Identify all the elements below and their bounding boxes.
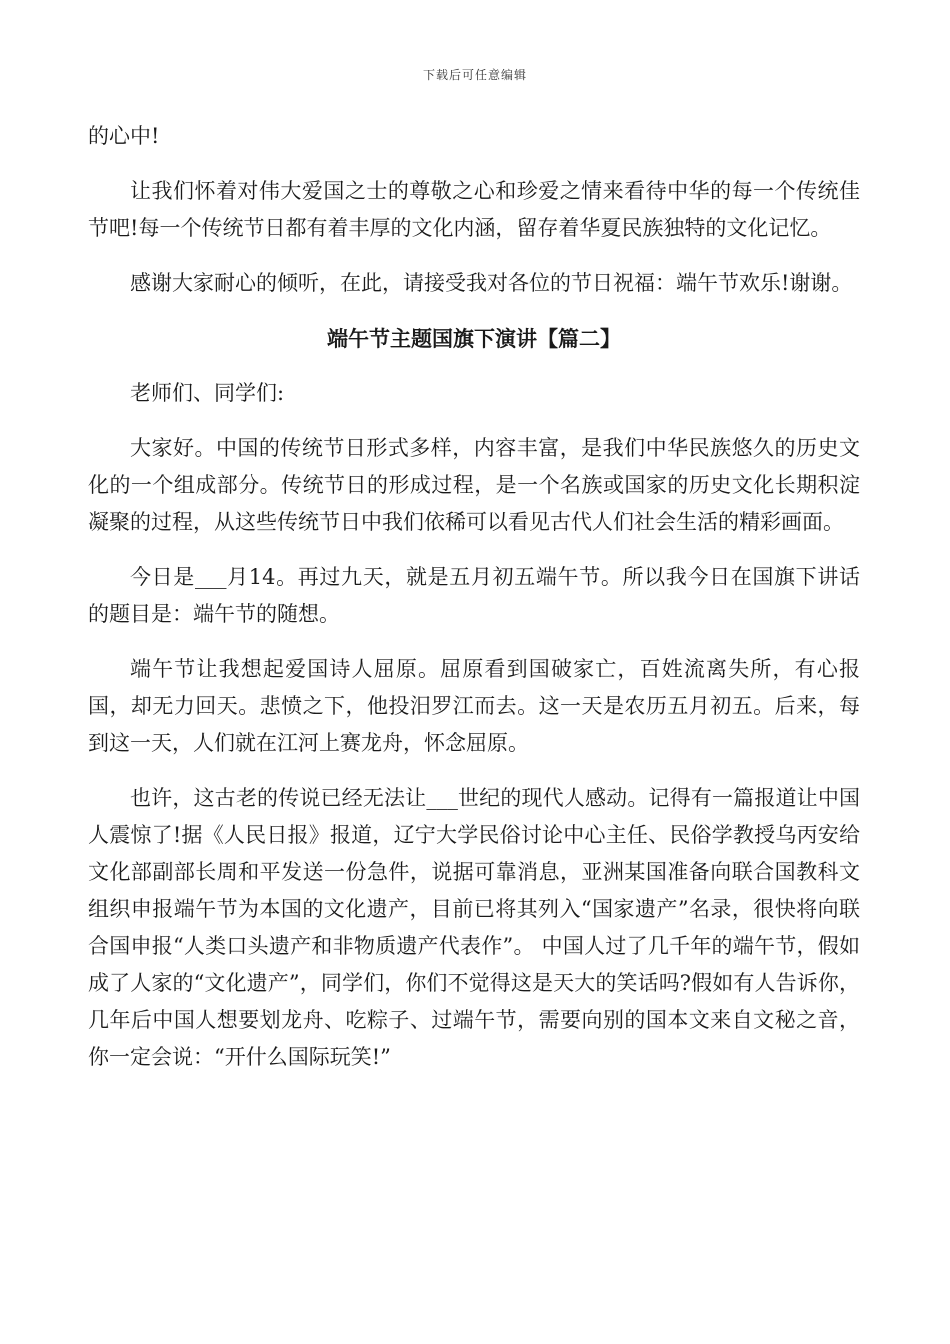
paragraph-quyuan: 端午节让我想起爱国诗人屈原。屈原看到国破家亡，百姓流离失所，有心报国，却无力回天。悲愤之下，他投汨罗江而去。这一天是农历五月初五。后来，每到这一天，人们就在江河上赛龙舟，怀念屈原。: [88, 657, 860, 755]
page-header: 下载后可任意编辑: [422, 68, 527, 82]
paragraph-continuation: 的心中!: [88, 124, 160, 148]
document-body: [88, 118, 860, 1094]
paragraph-closing-appeal: 让我们怀着对伟大爱国之士的尊敬之心和珍爱之情来看待中华的每一个传统佳节吧!每一个传统节日都有着丰厚的文化内涵，留存着华夏民族独特的文化记忆。: [88, 179, 860, 240]
paragraph-heritage: 也许，这古老的传说已经无法让___世纪的现代人感动。记得有一篇报道让中国人震惊了!据《人民日报》报道，辽宁大学民俗讨论中心主任、民俗学教授乌丙安给文化部副部长周和平发送一份急件，说据可靠消息，亚洲某国准备向联合国教科文组织申报端午节为本国的文化遗产，目前已将其列入“国家遗产”名录，很快将向联合国申报“人类口头遗产和非物质遗产代表作”。 中国人过了几千年的端午节，假如成了人家的“文化遗产”，同学们，你们不觉得这是天大的笑话吗?假如有人告诉你，几年后中国人想要划龙舟、吃粽子、过端午节，需要向别的国本文来自文秘之音，你一定会说：“开什么国际玩笑!”: [88, 786, 860, 1069]
paragraph-topic: 今日是___月14。再过九天，就是五月初五端午节。所以我今日在国旗下讲话的题目是：端午节的随想。: [88, 565, 860, 626]
paragraph-salutation: 老师们、同学们:: [130, 381, 285, 405]
paragraph-introduction: 大家好。中国的传统节日形式多样，内容丰富，是我们中华民族悠久的历史文化的一个组成部分。传统节日的形成过程，是一个名族或国家的历史文化长期积淀凝聚的过程，从这些传统节日中我们依稀可以看见古代人们社会生活的精彩画面。: [88, 436, 860, 534]
section-title: 端午节主题国旗下演讲【篇二】: [327, 326, 621, 351]
paragraph-thanks: 感谢大家耐心的倾听，在此，请接受我对各位的节日祝福：端午节欢乐!谢谢。: [130, 271, 853, 295]
